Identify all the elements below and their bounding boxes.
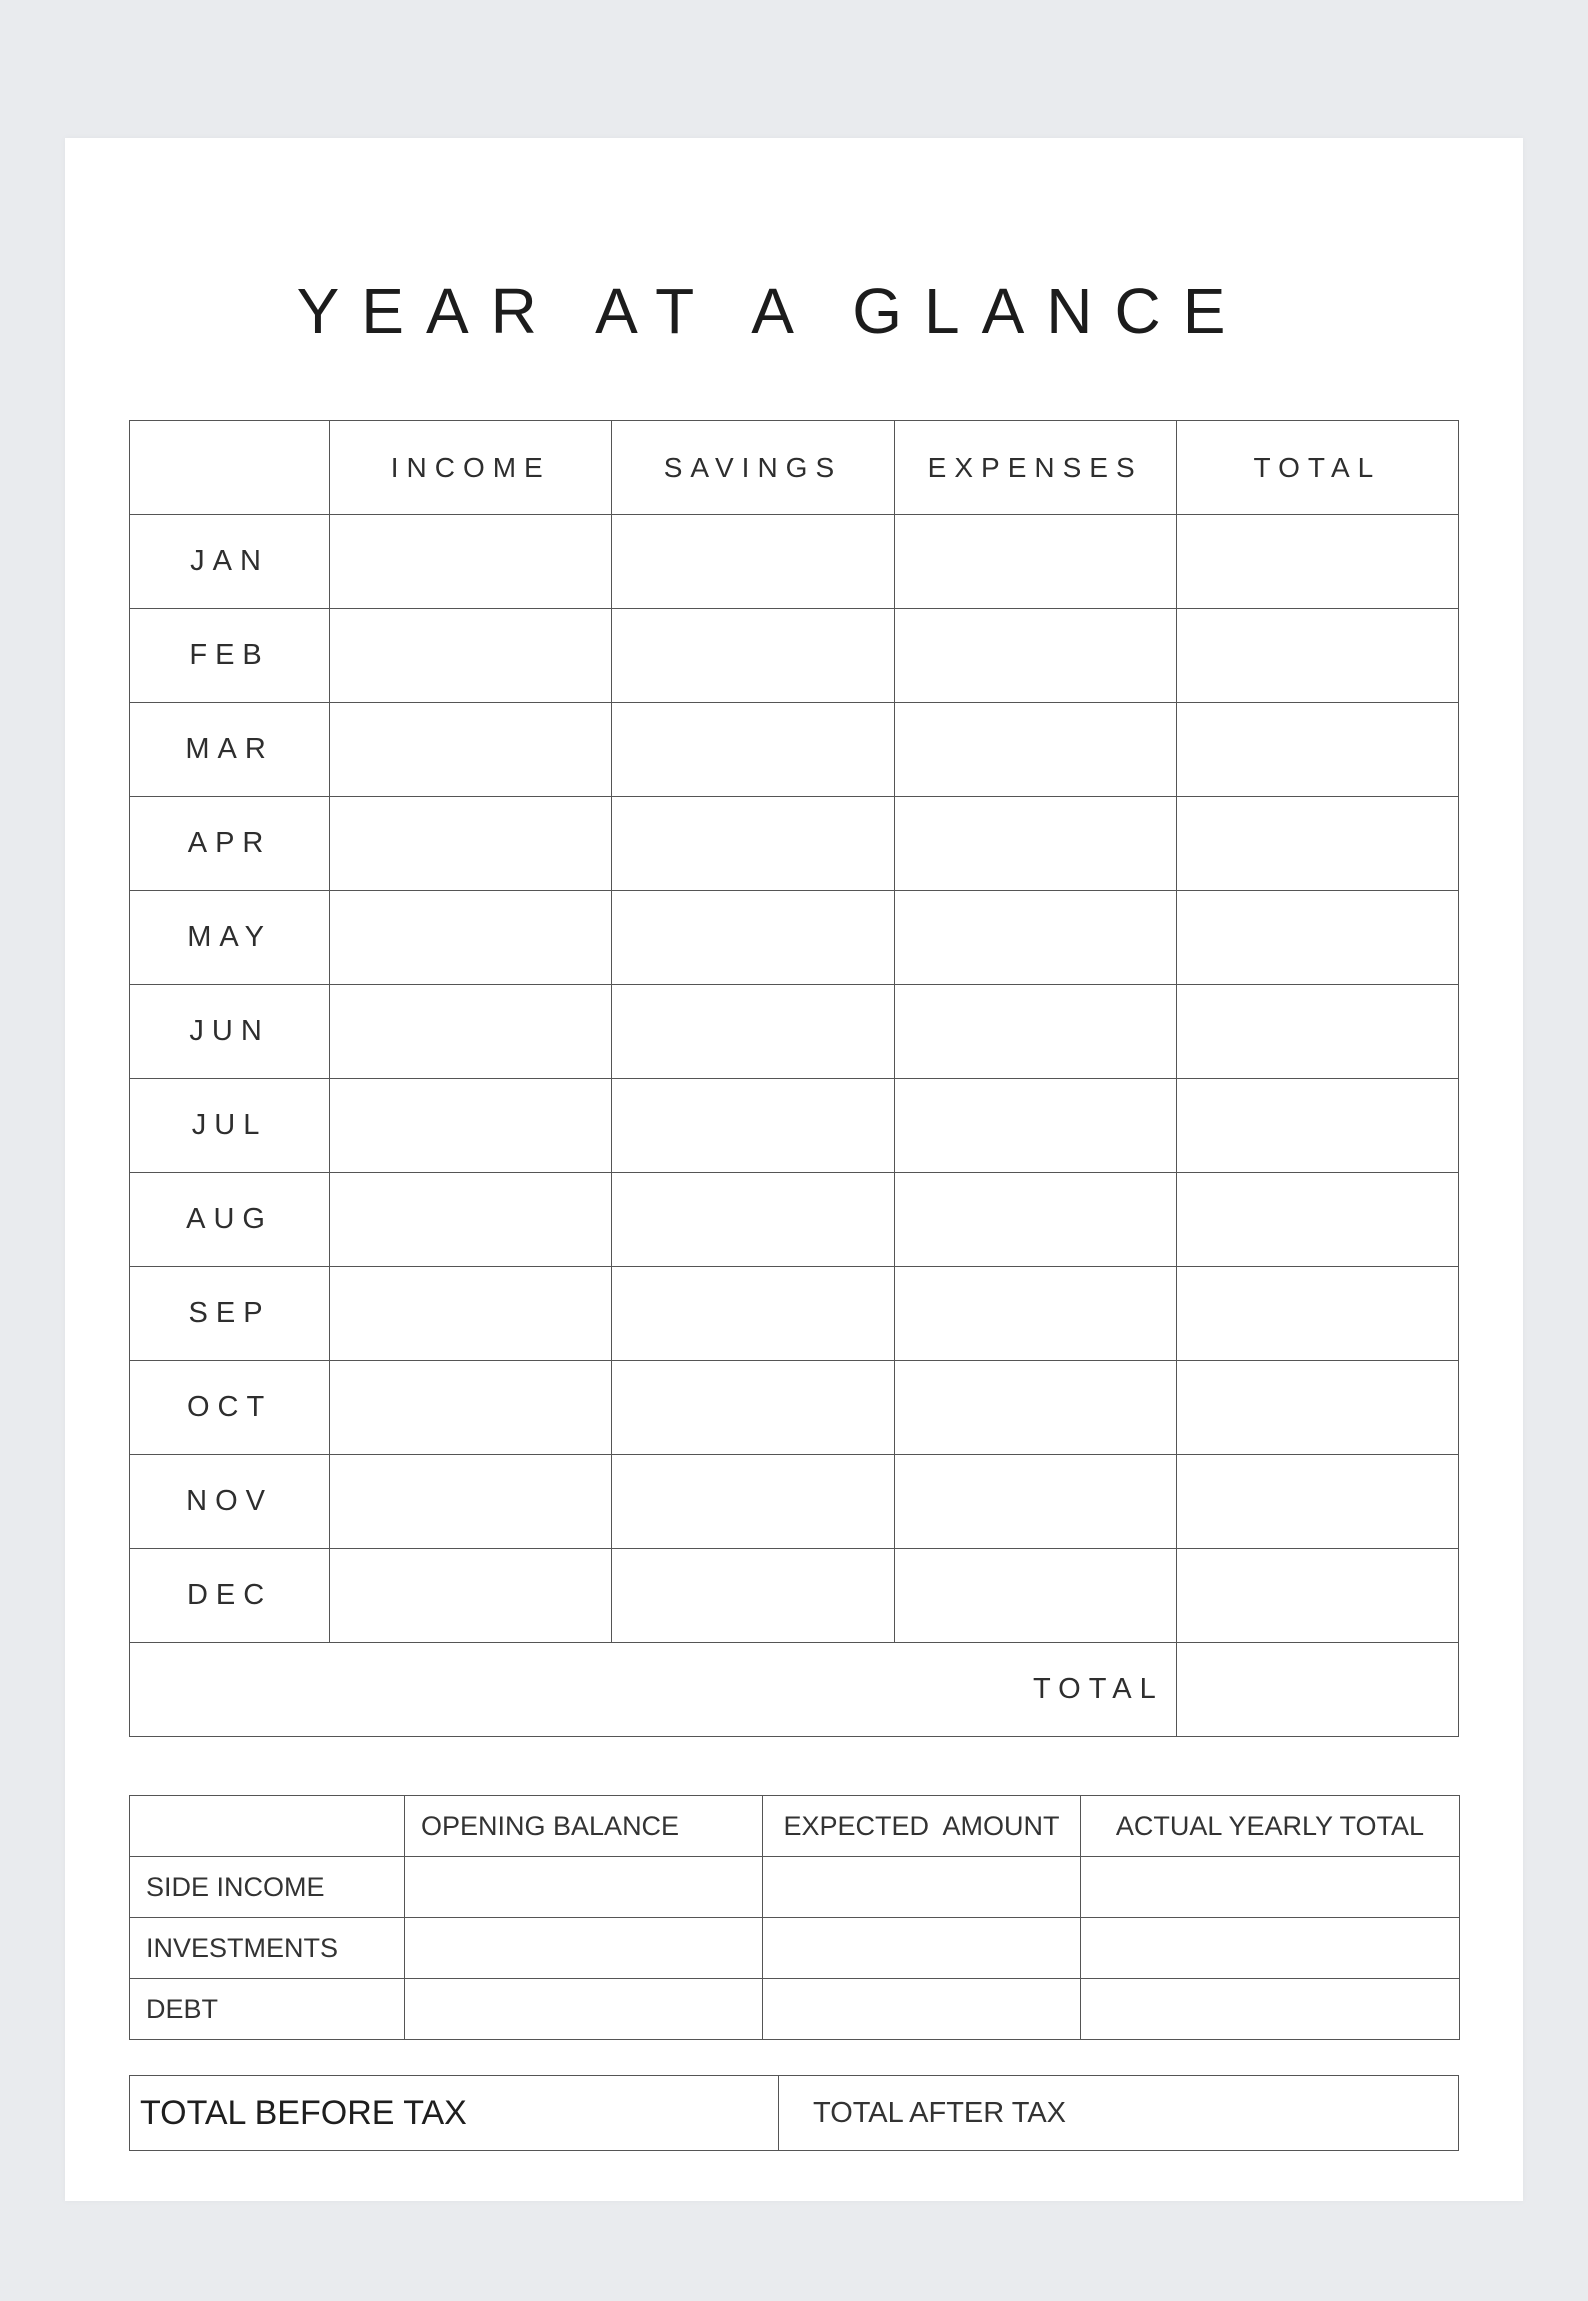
opening-balance-cell[interactable]	[405, 1979, 763, 2040]
income-cell[interactable]	[330, 609, 612, 703]
income-cell[interactable]	[330, 1173, 612, 1267]
expected-amount-cell[interactable]	[763, 1857, 1081, 1918]
column-header-opening-balance: OPENING BALANCE	[405, 1796, 763, 1857]
month-row	[130, 985, 1459, 1079]
column-header-expected-amount: EXPECTED AMOUNT	[763, 1796, 1081, 1857]
actual-yearly-total-cell[interactable]	[1081, 1979, 1460, 2040]
month-row	[130, 797, 1459, 891]
expected-amount-cell[interactable]	[763, 1918, 1081, 1979]
income-cell[interactable]	[330, 1455, 612, 1549]
tax-totals-table	[129, 2075, 1459, 2151]
grand-total-row	[130, 1643, 1459, 1737]
month-row	[130, 1361, 1459, 1455]
balance-corner-cell	[130, 1796, 405, 1857]
expenses-cell[interactable]	[894, 1455, 1176, 1549]
balance-row-label: DEBT	[130, 1979, 405, 2040]
savings-cell[interactable]	[612, 609, 894, 703]
month-label: MAY	[130, 891, 330, 985]
actual-yearly-total-cell[interactable]	[1081, 1918, 1460, 1979]
savings-cell[interactable]	[612, 1079, 894, 1173]
income-cell[interactable]	[330, 703, 612, 797]
income-cell[interactable]	[330, 515, 612, 609]
opening-balance-cell[interactable]	[405, 1857, 763, 1918]
expenses-cell[interactable]	[894, 1079, 1176, 1173]
expenses-cell[interactable]	[894, 985, 1176, 1079]
income-cell[interactable]	[330, 797, 612, 891]
grand-total-label: TOTAL	[130, 1643, 1177, 1737]
total-cell[interactable]	[1176, 1455, 1458, 1549]
column-header-expenses: EXPENSES	[894, 421, 1176, 515]
balance-header-row	[130, 1796, 1460, 1857]
income-cell[interactable]	[330, 1549, 612, 1643]
month-label: SEP	[130, 1267, 330, 1361]
income-cell[interactable]	[330, 985, 612, 1079]
month-row	[130, 1079, 1459, 1173]
month-label: JAN	[130, 515, 330, 609]
savings-cell[interactable]	[612, 1267, 894, 1361]
expenses-cell[interactable]	[894, 891, 1176, 985]
month-row	[130, 1267, 1459, 1361]
page-title: YEAR AT A GLANCE	[296, 275, 1248, 347]
total-cell[interactable]	[1176, 1079, 1458, 1173]
balance-row	[130, 1979, 1460, 2040]
balance-table	[129, 1795, 1460, 2040]
expenses-cell[interactable]	[894, 797, 1176, 891]
month-label: OCT	[130, 1361, 330, 1455]
total-before-tax-label: TOTAL BEFORE TAX	[140, 2093, 467, 2132]
income-cell[interactable]	[330, 891, 612, 985]
savings-cell[interactable]	[612, 1361, 894, 1455]
total-cell[interactable]	[1176, 1361, 1458, 1455]
month-row	[130, 1549, 1459, 1643]
column-header-income: INCOME	[330, 421, 612, 515]
month-label: NOV	[130, 1455, 330, 1549]
month-row	[130, 891, 1459, 985]
balance-row	[130, 1918, 1460, 1979]
total-cell[interactable]	[1176, 1549, 1458, 1643]
total-cell[interactable]	[1176, 515, 1458, 609]
column-header-actual-yearly-total: ACTUAL YEARLY TOTAL	[1081, 1796, 1460, 1857]
total-after-tax-label: TOTAL AFTER TAX	[813, 2096, 1066, 2129]
expected-amount-cell[interactable]	[763, 1979, 1081, 2040]
expenses-cell[interactable]	[894, 1267, 1176, 1361]
total-cell[interactable]	[1176, 1173, 1458, 1267]
income-cell[interactable]	[330, 1267, 612, 1361]
balance-row-label: SIDE INCOME	[130, 1857, 405, 1918]
month-label: JUL	[130, 1079, 330, 1173]
total-cell[interactable]	[1176, 797, 1458, 891]
month-row	[130, 515, 1459, 609]
total-cell[interactable]	[1176, 609, 1458, 703]
monthly-table	[129, 420, 1459, 1737]
month-label: MAR	[130, 703, 330, 797]
total-after-tax-field[interactable]	[779, 2076, 1459, 2151]
month-row	[130, 609, 1459, 703]
column-header-total: TOTAL	[1176, 421, 1458, 515]
month-label: DEC	[130, 1549, 330, 1643]
month-row	[130, 1455, 1459, 1549]
savings-cell[interactable]	[612, 985, 894, 1079]
savings-cell[interactable]	[612, 797, 894, 891]
actual-yearly-total-cell[interactable]	[1081, 1857, 1460, 1918]
income-cell[interactable]	[330, 1079, 612, 1173]
total-cell[interactable]	[1176, 985, 1458, 1079]
expenses-cell[interactable]	[894, 703, 1176, 797]
expenses-cell[interactable]	[894, 609, 1176, 703]
month-label: JUN	[130, 985, 330, 1079]
expenses-cell[interactable]	[894, 515, 1176, 609]
expenses-cell[interactable]	[894, 1173, 1176, 1267]
total-cell[interactable]	[1176, 703, 1458, 797]
month-row	[130, 1173, 1459, 1267]
savings-cell[interactable]	[612, 515, 894, 609]
savings-cell[interactable]	[612, 703, 894, 797]
savings-cell[interactable]	[612, 891, 894, 985]
total-cell[interactable]	[1176, 1267, 1458, 1361]
savings-cell[interactable]	[612, 1455, 894, 1549]
income-cell[interactable]	[330, 1361, 612, 1455]
balance-row	[130, 1857, 1460, 1918]
balance-row-label: INVESTMENTS	[130, 1918, 405, 1979]
column-header-savings: SAVINGS	[612, 421, 894, 515]
expenses-cell[interactable]	[894, 1549, 1176, 1643]
savings-cell[interactable]	[612, 1173, 894, 1267]
tax-totals-row	[130, 2076, 1459, 2151]
month-label: FEB	[130, 609, 330, 703]
planner-sheet	[65, 138, 1523, 2201]
month-label: AUG	[130, 1173, 330, 1267]
total-before-tax-field[interactable]	[130, 2076, 779, 2151]
corner-cell	[130, 421, 330, 515]
opening-balance-cell[interactable]	[405, 1918, 763, 1979]
total-cell[interactable]	[1176, 891, 1458, 985]
savings-cell[interactable]	[612, 1549, 894, 1643]
expenses-cell[interactable]	[894, 1361, 1176, 1455]
month-label: APR	[130, 797, 330, 891]
month-row	[130, 703, 1459, 797]
grand-total-cell[interactable]	[1176, 1643, 1458, 1737]
monthly-header-row	[130, 421, 1459, 515]
